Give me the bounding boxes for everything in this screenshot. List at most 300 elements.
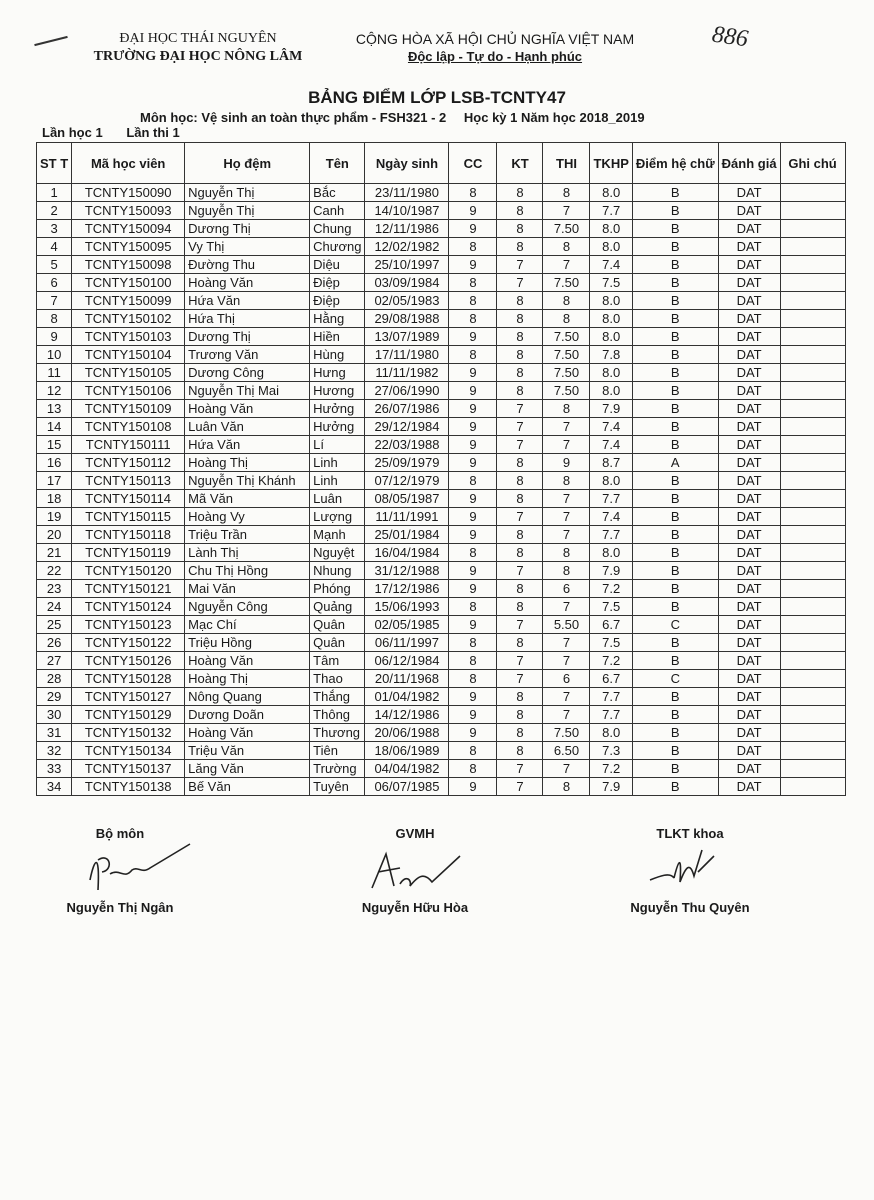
table-cell: 6 [37,274,72,292]
table-row [37,742,846,760]
table-cell: Nông Quang [185,688,310,706]
table-cell: 28 [37,670,72,688]
table-cell: 7 [543,202,590,220]
table-cell: Linh [310,454,365,472]
table-row [37,184,846,202]
table-cell: TCNTY150105 [72,364,185,382]
table-cell [780,382,845,400]
table-cell: 2 [37,202,72,220]
table-cell: 08/05/1987 [365,490,449,508]
table-cell: DAT [718,274,780,292]
subject-line [140,110,659,125]
table-row [37,616,846,634]
table-cell: 13 [37,400,72,418]
table-cell [780,310,845,328]
table-cell: 8.0 [590,328,632,346]
table-cell: 32 [37,742,72,760]
table-cell: 8 [543,310,590,328]
table-cell: Hùng [310,346,365,364]
table-row [37,418,846,436]
table-cell: 7 [543,256,590,274]
table-cell: 9 [37,328,72,346]
table-cell: TCNTY150119 [72,544,185,562]
table-cell: TCNTY150122 [72,634,185,652]
table-cell [780,202,845,220]
table-cell: 7 [497,418,543,436]
table-cell: TCNTY150109 [72,400,185,418]
table-cell: 7.5 [590,634,632,652]
table-cell: DAT [718,778,780,796]
table-row [37,454,846,472]
table-cell: 7.4 [590,508,632,526]
table-cell: Lượng [310,508,365,526]
table-cell: 06/11/1997 [365,634,449,652]
table-cell [780,256,845,274]
table-cell: 8 [497,220,543,238]
table-cell [780,220,845,238]
table-cell: 22/03/1988 [365,436,449,454]
table-cell: 7 [497,670,543,688]
table-cell: B [632,256,718,274]
table-row [37,778,846,796]
table-cell: Điệp [310,274,365,292]
table-cell [780,706,845,724]
table-cell: 7 [543,526,590,544]
table-cell: Canh [310,202,365,220]
table-cell: TCNTY150099 [72,292,185,310]
table-cell: 7.50 [543,364,590,382]
table-cell: DAT [718,580,780,598]
table-row [37,544,846,562]
table-cell: Đường Thu [185,256,310,274]
table-cell: Mạnh [310,526,365,544]
table-cell: 16 [37,454,72,472]
signature-role: GVMH [395,826,435,841]
table-cell: 31/12/1988 [365,562,449,580]
table-cell: B [632,760,718,778]
table-cell: 8.0 [590,184,632,202]
table-cell: 7.7 [590,706,632,724]
table-cell: 7 [543,436,590,454]
table-cell: Hoàng Văn [185,400,310,418]
table-cell: Triệu Trần [185,526,310,544]
table-cell: DAT [718,400,780,418]
table-cell: 9 [449,562,497,580]
table-cell: DAT [718,706,780,724]
table-row [37,436,846,454]
table-row [37,688,846,706]
table-row [37,508,846,526]
table-cell: 5 [37,256,72,274]
table-cell: Quân [310,616,365,634]
table-cell: TCNTY150098 [72,256,185,274]
column-header: ST T [37,143,72,184]
table-cell: DAT [718,238,780,256]
table-cell: 9 [543,454,590,472]
table-cell: DAT [718,508,780,526]
table-cell: DAT [718,364,780,382]
table-cell [780,688,845,706]
table-cell: Dương Thị [185,328,310,346]
table-cell [780,472,845,490]
table-cell: B [632,688,718,706]
table-cell: 8 [497,706,543,724]
table-cell: 8 [497,310,543,328]
table-cell: 7 [543,652,590,670]
table-cell: DAT [718,202,780,220]
table-cell: C [632,670,718,688]
table-cell: Hoàng Văn [185,652,310,670]
table-cell: 15 [37,436,72,454]
table-cell: B [632,652,718,670]
table-cell: 7.7 [590,490,632,508]
table-cell: B [632,436,718,454]
table-cell: Trường [310,760,365,778]
table-cell: TCNTY150120 [72,562,185,580]
handwritten-page-number: 886 [710,21,750,53]
document-title: BẢNG ĐIỂM LỚP LSB-TCNTY47 [308,88,566,107]
table-cell: 29 [37,688,72,706]
signature-name: Nguyễn Thị Ngân [66,900,174,915]
table-cell: 7 [543,598,590,616]
table-cell: DAT [718,292,780,310]
table-cell: 9 [449,436,497,454]
table-cell: Lí [310,436,365,454]
table-cell [780,184,845,202]
table-row [37,580,846,598]
table-cell [780,544,845,562]
table-cell: 9 [449,400,497,418]
table-cell: DAT [718,724,780,742]
table-cell: 8 [497,328,543,346]
table-cell: Hằng [310,310,365,328]
table-cell: 7 [543,760,590,778]
table-cell: 7.8 [590,346,632,364]
table-cell: 17 [37,472,72,490]
column-header: KT [497,143,543,184]
table-cell: 14/12/1986 [365,706,449,724]
table-cell: Dương Thị [185,220,310,238]
table-cell [780,724,845,742]
table-row [37,706,846,724]
table-cell: 26 [37,634,72,652]
table-cell: Tuyên [310,778,365,796]
table-cell: Thao [310,670,365,688]
table-row [37,490,846,508]
table-cell: 25 [37,616,72,634]
table-row [37,472,846,490]
table-cell: TCNTY150106 [72,382,185,400]
table-cell: TCNTY150124 [72,598,185,616]
table-cell: 8 [497,634,543,652]
table-cell: 8 [449,760,497,778]
table-cell: 9 [449,706,497,724]
table-cell: 29/08/1988 [365,310,449,328]
table-row [37,760,846,778]
table-cell: Luân Văn [185,418,310,436]
signature-mark-lecturer [360,846,470,896]
table-row [37,346,846,364]
table-cell: 9 [449,220,497,238]
table-cell: DAT [718,742,780,760]
table-cell: Diệu [310,256,365,274]
table-cell: 25/09/1979 [365,454,449,472]
table-cell: 7 [543,418,590,436]
table-cell: 14/10/1987 [365,202,449,220]
table-cell: 7.2 [590,760,632,778]
table-cell: Tâm [310,652,365,670]
table-cell: 7.50 [543,220,590,238]
table-cell: TCNTY150137 [72,760,185,778]
table-cell: 8 [497,688,543,706]
table-cell: Hoàng Văn [185,724,310,742]
table-cell: 8 [543,292,590,310]
table-cell: TCNTY150090 [72,184,185,202]
signature-role: TLKT khoa [656,826,724,841]
table-cell: 7 [497,652,543,670]
table-cell: 7 [497,616,543,634]
table-cell: 7.50 [543,328,590,346]
table-cell: 27 [37,652,72,670]
table-row [37,328,846,346]
table-cell: Phóng [310,580,365,598]
table-cell: DAT [718,616,780,634]
table-cell: B [632,472,718,490]
table-cell: 7 [497,436,543,454]
table-cell: 6.7 [590,670,632,688]
pen-mark [34,36,67,46]
table-cell: B [632,562,718,580]
table-row [37,274,846,292]
study-attempt: Lần học 1 [42,125,103,140]
table-cell: 9 [449,328,497,346]
table-cell [780,400,845,418]
table-cell: TCNTY150100 [72,274,185,292]
table-cell [780,328,845,346]
table-cell: 3 [37,220,72,238]
table-cell: B [632,202,718,220]
table-cell: 9 [449,616,497,634]
table-cell: Nguyệt [310,544,365,562]
table-cell: 8 [449,292,497,310]
table-cell: 9 [449,778,497,796]
table-cell [780,760,845,778]
table-cell [780,508,845,526]
table-row [37,652,846,670]
table-cell [780,616,845,634]
table-cell [780,346,845,364]
table-cell: 17/12/1986 [365,580,449,598]
table-cell: 13/07/1989 [365,328,449,346]
subject-name: Môn học: Vệ sinh an toàn thực phẩm - FSH321 - 2 [140,110,447,125]
table-cell: TCNTY150093 [72,202,185,220]
table-cell: DAT [718,184,780,202]
table-cell: 8 [449,238,497,256]
table-cell: B [632,184,718,202]
table-cell: 30 [37,706,72,724]
table-cell: 9 [449,454,497,472]
table-cell: B [632,364,718,382]
table-cell: Hoàng Vy [185,508,310,526]
table-cell: Trương Văn [185,346,310,364]
table-cell: 8 [497,184,543,202]
table-cell: DAT [718,310,780,328]
table-cell: DAT [718,454,780,472]
table-cell: 7 [497,562,543,580]
institution-header [88,30,308,66]
table-cell: 8.0 [590,364,632,382]
table-cell: DAT [718,472,780,490]
table-cell: Thương [310,724,365,742]
table-cell: DAT [718,544,780,562]
table-cell: 11/11/1982 [365,364,449,382]
table-cell: 29/12/1984 [365,418,449,436]
table-cell: 7 [543,688,590,706]
table-cell: 8 [497,724,543,742]
university-name: ĐẠI HỌC THÁI NGUYÊN [119,31,277,46]
table-cell: 21 [37,544,72,562]
table-cell: B [632,274,718,292]
table-cell: 8 [497,472,543,490]
table-row [37,634,846,652]
table-cell: B [632,400,718,418]
table-cell: 8 [497,526,543,544]
table-cell: 11/11/1991 [365,508,449,526]
signature-role: Bộ môn [95,826,145,841]
table-cell: 15/06/1993 [365,598,449,616]
table-cell: Tiên [310,742,365,760]
table-row [37,562,846,580]
table-cell: TCNTY150113 [72,472,185,490]
table-cell [780,634,845,652]
table-cell [780,526,845,544]
table-cell: TCNTY150094 [72,220,185,238]
table-cell: 8 [497,598,543,616]
table-cell: 7 [497,508,543,526]
table-cell: 7 [497,256,543,274]
table-cell: Mai Văn [185,580,310,598]
table-cell: Vy Thị [185,238,310,256]
table-cell: Hoàng Thị [185,454,310,472]
table-cell: 4 [37,238,72,256]
table-cell [780,274,845,292]
table-cell: Nguyễn Thị Khánh [185,472,310,490]
table-cell: 8 [449,598,497,616]
table-cell: 8 [497,490,543,508]
table-cell: 9 [449,364,497,382]
table-cell: 7.5 [590,274,632,292]
table-cell [780,238,845,256]
table-row [37,202,846,220]
table-cell: Chung [310,220,365,238]
table-cell: B [632,292,718,310]
attempt-line [42,125,200,140]
table-cell: 8 [497,238,543,256]
signature-mark-department [80,840,200,900]
table-cell: DAT [718,220,780,238]
table-cell: 7 [543,634,590,652]
table-cell: 12/11/1986 [365,220,449,238]
table-cell: DAT [718,562,780,580]
table-cell: Hoàng Thị [185,670,310,688]
table-cell: 7.50 [543,724,590,742]
table-cell: 12/02/1982 [365,238,449,256]
table-cell: TCNTY150118 [72,526,185,544]
table-cell: Bắc [310,184,365,202]
table-cell: 20 [37,526,72,544]
table-cell: Dương Công [185,364,310,382]
table-cell: 8 [449,652,497,670]
table-cell: 7 [497,400,543,418]
table-row [37,256,846,274]
table-cell: Chương [310,238,365,256]
table-cell: 8 [543,778,590,796]
national-header [340,30,650,66]
column-header: Điểm hệ chữ [632,143,718,184]
national-motto: Độc lập - Tự do - Hạnh phúc [407,49,583,64]
table-cell: 7.50 [543,274,590,292]
table-cell: 31 [37,724,72,742]
table-cell: DAT [718,652,780,670]
table-cell: 04/04/1982 [365,760,449,778]
table-cell [780,292,845,310]
table-cell: TCNTY150108 [72,418,185,436]
table-cell: 33 [37,760,72,778]
table-cell: 8 [449,274,497,292]
table-cell: DAT [718,526,780,544]
table-cell: 9 [449,418,497,436]
table-cell: 8.0 [590,310,632,328]
table-cell: Linh [310,472,365,490]
table-cell: 7.7 [590,526,632,544]
table-cell: TCNTY150121 [72,580,185,598]
column-header: THI [543,143,590,184]
signature-mark-faculty [640,842,730,892]
table-cell: TCNTY150132 [72,724,185,742]
table-cell: 7 [543,490,590,508]
table-body [37,184,846,796]
table-cell: Nguyễn Công [185,598,310,616]
table-cell: B [632,724,718,742]
column-header: Mã học viên [72,143,185,184]
table-cell: Thắng [310,688,365,706]
table-cell: Quảng [310,598,365,616]
table-cell [780,490,845,508]
table-cell: 06/12/1984 [365,652,449,670]
table-cell [780,364,845,382]
table-cell: 9 [449,508,497,526]
table-cell: Mã Văn [185,490,310,508]
table-cell: 18 [37,490,72,508]
table-cell: 7.9 [590,778,632,796]
table-cell: 9 [449,202,497,220]
table-cell [780,778,845,796]
table-cell: B [632,598,718,616]
table-cell: 26/07/1986 [365,400,449,418]
table-cell: 7 [497,274,543,292]
table-cell: Hứa Thị [185,310,310,328]
table-cell: DAT [718,328,780,346]
table-cell [780,742,845,760]
table-cell: 07/12/1979 [365,472,449,490]
table-cell: 8 [497,382,543,400]
exam-attempt: Lần thi 1 [126,125,180,140]
table-cell: TCNTY150114 [72,490,185,508]
table-cell: 6.7 [590,616,632,634]
table-cell: 8.7 [590,454,632,472]
table-cell: 17/11/1980 [365,346,449,364]
table-cell: 6 [543,670,590,688]
